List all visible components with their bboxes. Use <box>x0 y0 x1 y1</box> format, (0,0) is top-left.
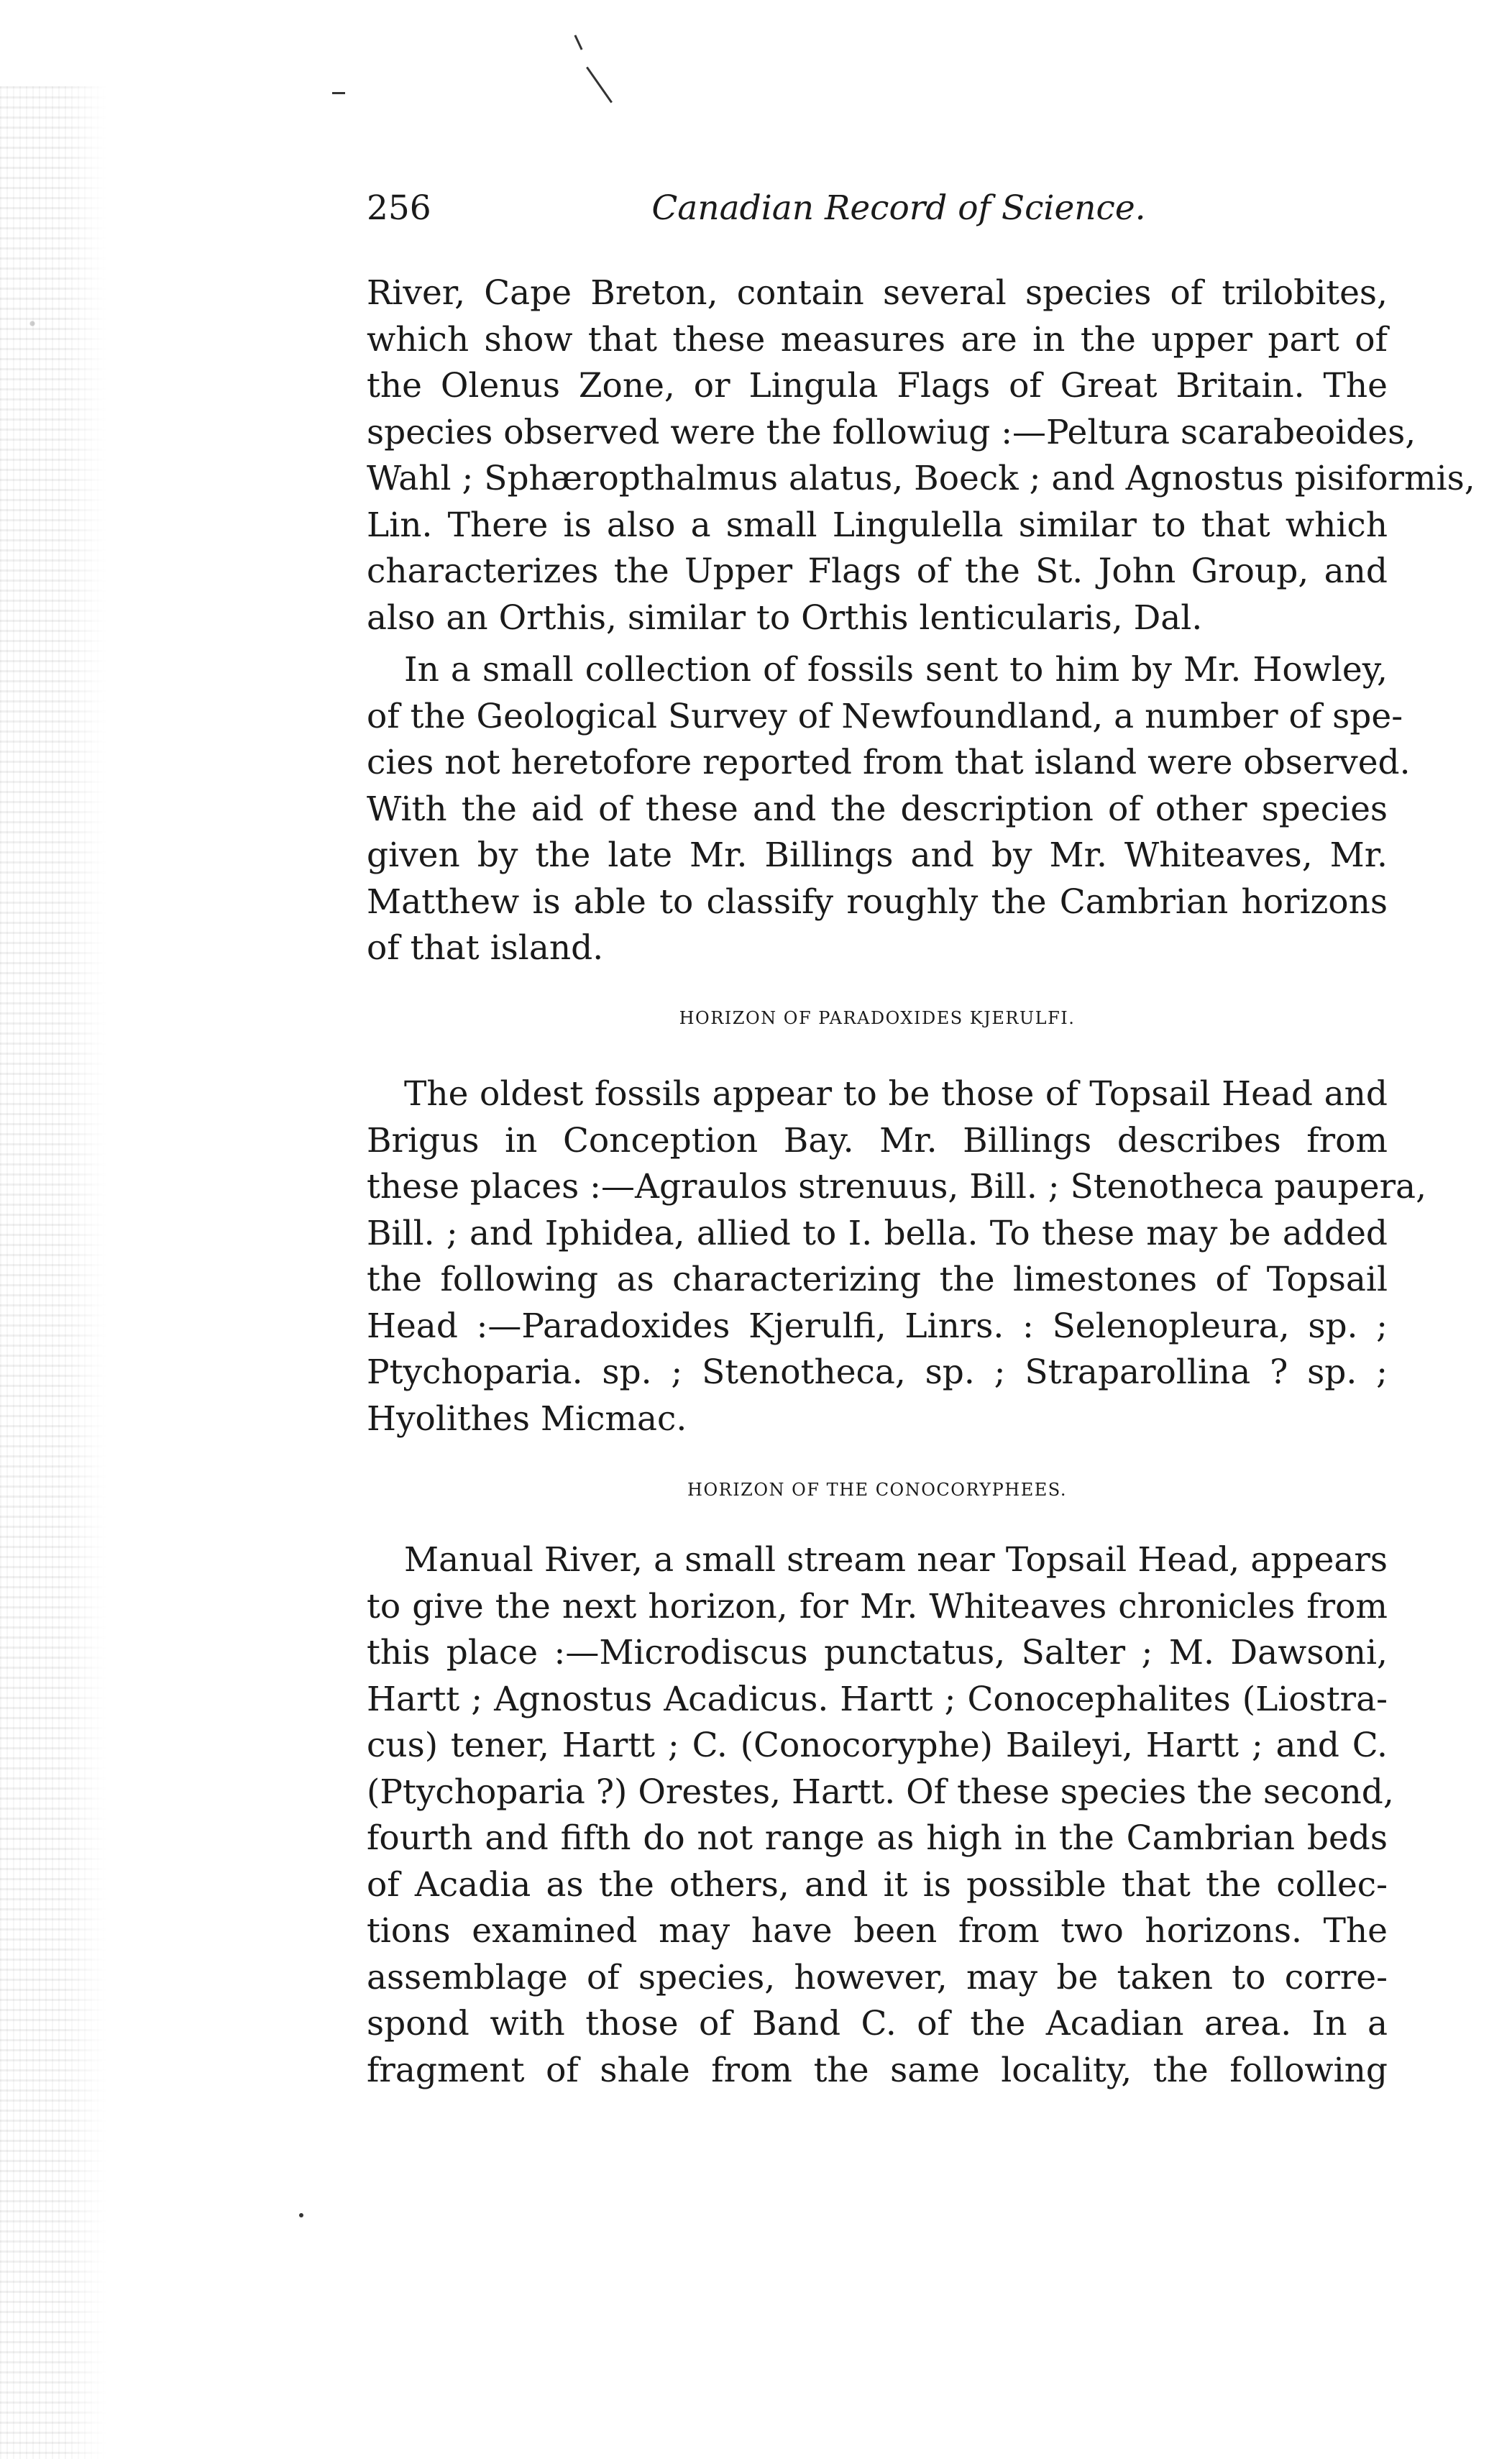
text-line: The oldest fossils appear to be those of Topsail Head and <box>404 1074 1388 1114</box>
text-line: Hartt ; Agnostus Acadicus. Hartt ; Conocephalites (Liostra- <box>367 1679 1388 1719</box>
paragraph-3 <box>367 1071 1427 1442</box>
text-line: fourth and fifth do not range as high in the Cambrian beds <box>367 1818 1388 1858</box>
text-line: characterizes the Upper Flags of the St. John Group, and <box>367 551 1388 591</box>
text-line: With the aid of these and the description of other species <box>367 789 1388 829</box>
text-line: Manual River, a small stream near Topsail Head, appears <box>404 1540 1388 1580</box>
page-number: 256 <box>367 188 431 228</box>
scan-speck <box>574 35 582 50</box>
text-line: In a small collection of fossils sent to him by Mr. Howley, <box>404 650 1388 690</box>
text-line: Lin. There is also a small Lingulella similar to that which <box>367 505 1388 545</box>
section-heading: HORIZON OF PARADOXIDES KJERULFI. <box>679 1008 1076 1028</box>
text-line: River, Cape Breton, contain several species of trilobites, <box>367 273 1388 313</box>
text-line: cus) tener, Hartt ; C. (Conocoryphe) Baileyi, Hartt ; and C. <box>367 1726 1388 1765</box>
text-line: (Ptychoparia ?) Orestes, Hartt. Of these species the second, <box>367 1772 1394 1812</box>
text-line: Brigus in Conception Bay. Mr. Billings describes from <box>367 1120 1388 1160</box>
text-line: the Olenus Zone, or Lingula Flags of Great Britain. The <box>367 366 1388 406</box>
page-header <box>367 188 1388 234</box>
scan-speck <box>299 2213 303 2217</box>
text-line: Matthew is able to classify roughly the Cambrian horizons <box>367 882 1388 922</box>
text-line: to give the next horizon, for Mr. Whiteaves chronicles from <box>367 1586 1388 1626</box>
paragraph-2 <box>367 647 1411 972</box>
text-line: which show that these measures are in the upper part of <box>367 319 1388 360</box>
text-line: given by the late Mr. Billings and by Mr. Whiteaves, Mr. <box>367 835 1388 875</box>
scan-speck <box>586 67 613 104</box>
text-line: Wahl ; Sphæropthalmus alatus, Boeck ; and Agnostus pisiformis, <box>367 459 1475 498</box>
section-heading: HORIZON OF THE CONOCORYPHEES. <box>687 1480 1067 1500</box>
text-line: assemblage of species, however, may be taken to corre- <box>367 1957 1388 1997</box>
text-line: cies not heretofore reported from that island were observed. <box>367 743 1411 782</box>
scan-speck <box>332 92 345 94</box>
text-line: Ptychoparia. sp. ; Stenotheca, sp. ; Straparollina ? sp. ; <box>367 1352 1388 1392</box>
text-line: Hyolithes Micmac. <box>367 1398 687 1439</box>
text-line: spond with those of Band C. of the Acadian area. In a <box>367 2004 1388 2043</box>
running-title: Canadian Record of Science. <box>651 188 1146 228</box>
text-line: species observed were the followiug :—Peltura scarabeoides, <box>367 412 1416 452</box>
text-line: of that island. <box>367 928 604 968</box>
paragraph-1 <box>367 270 1475 641</box>
text-line: of the Geological Survey of Newfoundland, a number of spe- <box>367 696 1403 736</box>
text-line: the following as characterizing the limestones of Topsail <box>367 1260 1388 1299</box>
text-line: Bill. ; and Iphidea, allied to I. bella. To these may be added <box>367 1213 1388 1253</box>
paragraph-4 <box>367 1537 1394 2094</box>
binding-edge-scan-noise <box>0 86 108 2459</box>
text-line: Head :—Paradoxides Kjerulfi, Linrs. : Selenopleura, sp. ; <box>367 1306 1388 1346</box>
text-line: these places :—Agraulos strenuus, Bill. ; Stenotheca paupera, <box>367 1167 1427 1206</box>
text-line: fragment of shale from the same locality, the following <box>367 2050 1388 2090</box>
text-line: tions examined may have been from two horizons. The <box>367 1911 1388 1951</box>
text-line: of Acadia as the others, and it is possible that the collec- <box>367 1864 1388 1905</box>
text-line: this place :—Microdiscus punctatus, Salter ; M. Dawsoni, <box>367 1633 1388 1672</box>
text-line: also an Orthis, similar to Orthis lenticularis, Dal. <box>367 597 1203 638</box>
